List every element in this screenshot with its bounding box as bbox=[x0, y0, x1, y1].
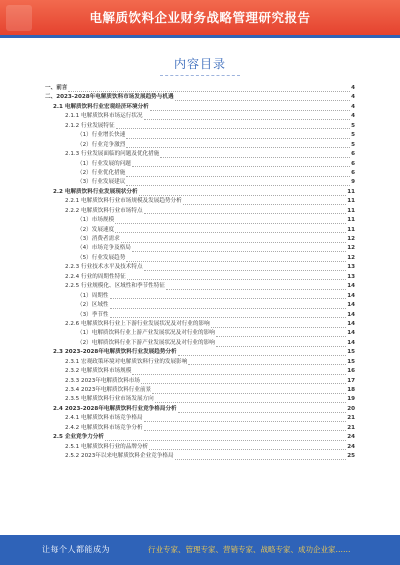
toc-entry-text: 2.5.1 电解质饮料行业的品牌分析 bbox=[65, 443, 149, 450]
toc-page-number: 11 bbox=[347, 188, 355, 195]
toc-entry[interactable] bbox=[45, 112, 355, 121]
toc-entry-text: （1）市场规模 bbox=[77, 217, 115, 224]
toc-page-number: 14 bbox=[347, 292, 355, 299]
toc-entry[interactable] bbox=[45, 207, 355, 216]
toc-page-number: 14 bbox=[347, 311, 355, 318]
toc-leader-dots bbox=[183, 199, 347, 205]
toc-leader-dots bbox=[68, 86, 350, 92]
toc-entry[interactable] bbox=[45, 348, 355, 357]
toc-entry[interactable] bbox=[45, 311, 355, 320]
toc-entry-text: 一、前言 bbox=[45, 85, 68, 91]
toc-leader-dots bbox=[115, 218, 346, 224]
toc-page-number: 5 bbox=[351, 141, 355, 148]
toc-page-number: 12 bbox=[347, 236, 355, 242]
toc-page-number: 15 bbox=[347, 349, 355, 356]
toc-leader-dots bbox=[149, 444, 346, 450]
toc-page-number: 4 bbox=[351, 94, 355, 101]
toc-entry[interactable] bbox=[45, 358, 355, 367]
toc-leader-dots bbox=[110, 303, 347, 309]
toc-page-number: 15 bbox=[347, 358, 355, 365]
toc-entry-text: 2.3.5 电解质饮料行业市场发展方向 bbox=[65, 396, 154, 403]
toc-page-number: 11 bbox=[347, 198, 355, 205]
toc-leader-dots bbox=[116, 123, 351, 129]
toc-page-number: 11 bbox=[347, 226, 355, 233]
toc-entry-text: 2.2 电解质饮料行业发展现状分析 bbox=[53, 188, 138, 195]
toc-leader-dots bbox=[144, 265, 347, 271]
toc-entry[interactable] bbox=[45, 131, 355, 140]
toc-entry-text: 2.3 2023-2028年电解质饮料行业发展趋势分析 bbox=[53, 349, 177, 356]
toc-leader-dots bbox=[155, 397, 346, 403]
toc-leader-dots bbox=[175, 454, 347, 460]
toc-entry[interactable] bbox=[45, 395, 355, 404]
toc-entry-text: （1）行业发展的问题 bbox=[77, 160, 131, 167]
toc-entry-text: 二、2023-2028年电解质饮料市场发展趋势与机遇 bbox=[45, 94, 174, 101]
toc-entry-text: 2.2.5 行业规模化、区域性和季节性特征 bbox=[65, 283, 165, 290]
toc-entry-text: 2.3.4 2023年电解质饮料行业前景 bbox=[65, 387, 152, 393]
toc-leader-dots bbox=[132, 161, 350, 167]
toc-page-number: 4 bbox=[351, 113, 355, 120]
toc-entry[interactable] bbox=[45, 452, 355, 461]
toc-leader-dots bbox=[216, 341, 346, 347]
toc-entry[interactable] bbox=[45, 216, 355, 225]
toc-page-number: 13 bbox=[347, 273, 355, 280]
toc-page-number: 5 bbox=[351, 122, 355, 129]
footer-tags: 行业专家、管理专家、营销专家、战略专家、成功企业家…… bbox=[148, 545, 351, 554]
toc-page-number: 4 bbox=[351, 85, 355, 91]
toc-heading: 内容目录 bbox=[0, 55, 400, 72]
toc-entry[interactable] bbox=[45, 329, 355, 338]
toc-page-number: 6 bbox=[351, 151, 355, 158]
toc-leader-dots bbox=[132, 246, 346, 252]
toc-leader-dots bbox=[160, 152, 350, 158]
toc-entry-text: （1）行业增长快速 bbox=[77, 132, 126, 139]
toc-entry-text: 2.1 电解质饮料行业宏观经济环境分析 bbox=[53, 103, 149, 110]
toc-page-number: 24 bbox=[347, 443, 355, 450]
toc-entry-text: （5）行业发展趋势 bbox=[77, 254, 126, 261]
toc-entry-text: 2.4.1 电解质饮料市场竞争格局 bbox=[65, 415, 143, 422]
toc-page-number: 21 bbox=[347, 424, 355, 431]
toc-page-number: 24 bbox=[347, 434, 355, 441]
toc-leader-dots bbox=[188, 359, 346, 365]
toc-entry[interactable] bbox=[45, 414, 355, 423]
toc-page-number: 6 bbox=[351, 169, 355, 176]
toc-leader-dots bbox=[110, 293, 347, 299]
toc-leader-dots bbox=[139, 190, 347, 196]
toc-entry[interactable] bbox=[45, 263, 355, 272]
toc-entry-text: 2.2.2 电解质饮料行业市场特点 bbox=[65, 207, 143, 214]
toc-entry[interactable] bbox=[45, 178, 355, 187]
toc-entry-text: （4）市场竞争及格局 bbox=[77, 245, 131, 252]
report-title: 电解质饮料企业财务战略管理研究报告 bbox=[89, 10, 311, 25]
toc-entry-text: （3）消费者需求 bbox=[77, 236, 120, 242]
toc-entry[interactable] bbox=[45, 93, 355, 102]
toc-entry[interactable] bbox=[45, 244, 355, 253]
toc-entry[interactable] bbox=[45, 160, 355, 169]
toc-entry[interactable] bbox=[45, 282, 355, 291]
toc-entry[interactable] bbox=[45, 386, 355, 395]
toc-page-number: 6 bbox=[351, 160, 355, 167]
toc-page-number: 14 bbox=[347, 320, 355, 327]
toc-entry-text: 2.1.3 行业发展面临的问题及优化措施 bbox=[65, 151, 160, 158]
table-of-contents bbox=[45, 84, 355, 462]
toc-entry[interactable] bbox=[45, 188, 355, 197]
toc-entry-text: （2）电解质饮料行业下游产业发展状况及对行业的影响 bbox=[77, 339, 215, 346]
toc-leader-dots bbox=[141, 378, 346, 384]
toc-leader-dots bbox=[110, 312, 347, 318]
toc-leader-dots bbox=[121, 237, 346, 243]
toc-page-number: 11 bbox=[347, 217, 355, 224]
toc-leader-dots bbox=[126, 133, 350, 139]
toc-entry-text: 2.2.6 电解质饮料行业上下游行业发展状况及对行业的影响 bbox=[65, 320, 210, 327]
toc-leader-dots bbox=[178, 350, 347, 356]
toc-entry[interactable] bbox=[45, 320, 355, 329]
toc-entry[interactable] bbox=[45, 443, 355, 452]
toc-leader-dots bbox=[178, 407, 347, 413]
toc-entry-text: 2.4.2 电解质饮料市场竞争分析 bbox=[65, 424, 143, 431]
toc-page-number: 4 bbox=[351, 103, 355, 110]
toc-entry-text: 2.3.1 宏观政策环境对电解质饮料行业的发展影响 bbox=[65, 358, 188, 365]
toc-entry[interactable] bbox=[45, 424, 355, 433]
toc-leader-dots bbox=[126, 256, 346, 262]
toc-entry-text: 2.2.3 行业技术水平及技术特点 bbox=[65, 264, 143, 271]
toc-entry-text: （2）行业优化措施 bbox=[77, 169, 126, 176]
toc-leader-dots bbox=[150, 105, 350, 111]
toc-leader-dots bbox=[144, 208, 347, 214]
header-banner bbox=[0, 0, 400, 38]
toc-entry-text: （2）发展速度 bbox=[77, 226, 115, 233]
toc-entry[interactable] bbox=[45, 301, 355, 310]
toc-entry[interactable] bbox=[45, 367, 355, 376]
toc-entry[interactable] bbox=[45, 150, 355, 159]
toc-page-number: 9 bbox=[351, 179, 355, 186]
toc-entry[interactable] bbox=[45, 197, 355, 206]
toc-leader-dots bbox=[144, 114, 351, 120]
toc-entry-text: （1）电解质饮料行业上游产业发展状况及对行业的影响 bbox=[77, 330, 215, 337]
toc-leader-dots bbox=[216, 331, 346, 337]
toc-page-number: 18 bbox=[347, 387, 355, 393]
toc-entry[interactable] bbox=[45, 122, 355, 131]
toc-leader-dots bbox=[126, 171, 350, 177]
toc-page-number: 25 bbox=[347, 453, 355, 460]
toc-page-number: 14 bbox=[347, 330, 355, 337]
toc-entry[interactable] bbox=[45, 254, 355, 263]
toc-leader-dots bbox=[115, 227, 346, 233]
toc-leader-dots bbox=[126, 142, 350, 148]
toc-entry[interactable] bbox=[45, 235, 355, 244]
toc-page-number: 21 bbox=[347, 415, 355, 422]
toc-page-number: 12 bbox=[347, 254, 355, 261]
toc-leader-dots bbox=[211, 322, 347, 328]
footer-banner bbox=[0, 535, 400, 565]
toc-entry-text: 2.2.4 行业的周期性特征 bbox=[65, 273, 126, 280]
toc-leader-dots bbox=[105, 435, 346, 441]
toc-entry-text: （1）周期性 bbox=[77, 292, 109, 299]
toc-leader-dots bbox=[152, 388, 346, 394]
toc-entry[interactable] bbox=[45, 169, 355, 178]
toc-entry-text: （2）行业竞争激烈 bbox=[77, 141, 126, 148]
toc-entry[interactable] bbox=[45, 273, 355, 282]
toc-page-number: 5 bbox=[351, 132, 355, 139]
toc-entry-text: 2.1.2 行业发展特征 bbox=[65, 122, 115, 129]
toc-page-number: 11 bbox=[347, 207, 355, 214]
toc-entry[interactable] bbox=[45, 103, 355, 112]
toc-leader-dots bbox=[166, 284, 346, 290]
toc-entry-text: 2.1.1 电解质饮料市场运行状况 bbox=[65, 113, 143, 120]
toc-entry[interactable] bbox=[45, 226, 355, 235]
toc-entry-text: （2）区域性 bbox=[77, 302, 109, 309]
toc-entry-text: 2.3.2 电解质饮料市场规模 bbox=[65, 368, 132, 375]
toc-page-number: 16 bbox=[347, 368, 355, 375]
toc-entry-text: 2.3.3 2023年电解质饮料市场 bbox=[65, 377, 140, 384]
toc-page-number: 13 bbox=[347, 264, 355, 271]
toc-leader-dots bbox=[144, 425, 347, 431]
footer-slogan: 让每个人都能成为 bbox=[42, 545, 110, 554]
toc-entry[interactable] bbox=[45, 433, 355, 442]
toc-page-number: 17 bbox=[347, 377, 355, 384]
toc-entry-text: 2.2.1 电解质饮料行业市场规模及发展趋势分析 bbox=[65, 198, 182, 205]
toc-leader-dots bbox=[126, 180, 350, 186]
toc-entry[interactable] bbox=[45, 405, 355, 414]
toc-page-number: 14 bbox=[347, 339, 355, 346]
toc-page-number: 14 bbox=[347, 283, 355, 290]
toc-page-number: 20 bbox=[347, 405, 355, 412]
toc-entry[interactable] bbox=[45, 377, 355, 386]
toc-leader-dots bbox=[127, 274, 346, 280]
toc-page-number: 12 bbox=[347, 245, 355, 252]
toc-entry-text: （3）季节性 bbox=[77, 311, 109, 318]
toc-page-number: 19 bbox=[347, 396, 355, 403]
toc-page-number: 14 bbox=[347, 302, 355, 309]
toc-entry-text: 2.5 企业竞争力分析 bbox=[53, 434, 105, 441]
toc-entry[interactable] bbox=[45, 141, 355, 150]
toc-entry[interactable] bbox=[45, 292, 355, 301]
toc-entry-text: 2.4 2023-2028年电解质饮料行业竞争格局分析 bbox=[53, 405, 177, 412]
toc-entry[interactable] bbox=[45, 84, 355, 93]
toc-entry-text: （3）行业发展建议 bbox=[77, 179, 126, 186]
toc-entry[interactable] bbox=[45, 339, 355, 348]
toc-entry-text: 2.5.2 2023年以来电解质饮料企业竞争格局 bbox=[65, 453, 174, 460]
toc-leader-dots bbox=[132, 369, 346, 375]
toc-leader-dots bbox=[144, 416, 347, 422]
toc-leader-dots bbox=[175, 95, 351, 101]
